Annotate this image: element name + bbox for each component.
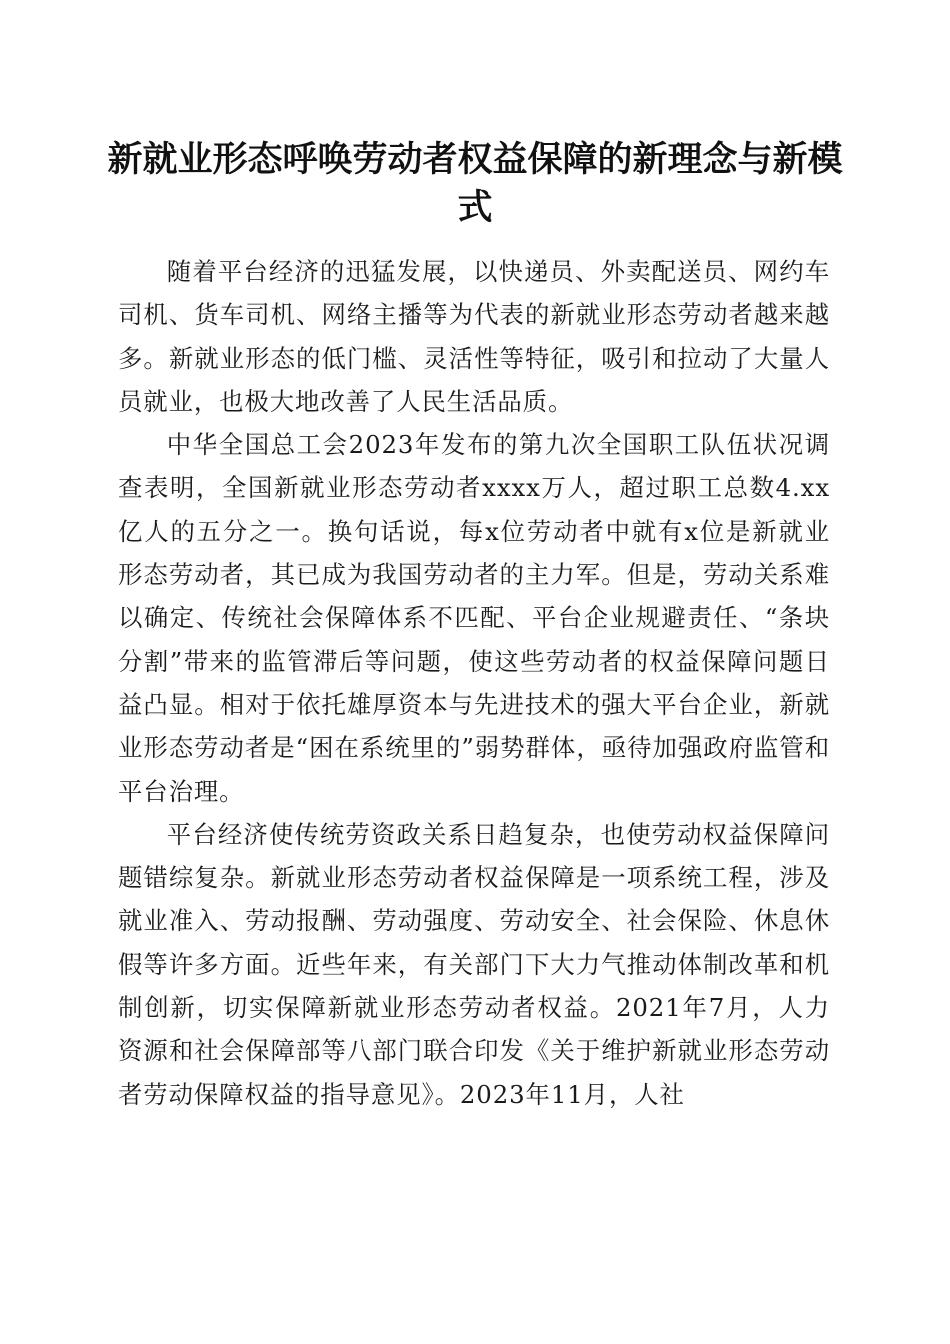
document-title: 新就业形态呼唤劳动者权益保障的新理念与新模式 — [107, 139, 843, 228]
document-body — [118, 250, 830, 1116]
paragraph-2: 中华全国总工会2023年发布的第九次全国职工队伍状况调查表明，全国新就业形态劳动者xxxx万人，超过职工总数4.xx亿人的五分之一。换句话说，每x位劳动者中就有x位是新就业形态劳动者，其已成为我国劳动者的主力军。但是，劳动关系难以确定、传统社会保障体系不匹配、平台企业规避责任、“条块分割”带来的监管滞后等问题，使这些劳动者的权益保障问题日益凸显。相对于依托雄厚资本与先进技术的强大平台企业，新就业形态劳动者是“困在系统里的”弱势群体，亟待加强政府监管和平台治理。 — [118, 430, 830, 806]
paragraph-3: 平台经济使传统劳资政关系日趋复杂，也使劳动权益保障问题错综复杂。新就业形态劳动者权益保障是一项系统工程，涉及就业准入、劳动报酬、劳动强度、劳动安全、社会保险、休息休假等许多方面。近些年来，有关部门下大力气推动体制改革和机制创新，切实保障新就业形态劳动者权益。2021年7月，人力资源和社会保障部等八部门联合印发《关于维护新就业形态劳动者劳动保障权益的指导意见》。2023年11月，人社 — [118, 819, 830, 1109]
paragraph-1: 随着平台经济的迅猛发展，以快递员、外卖配送员、网约车司机、货车司机、网络主播等为代表的新就业形态劳动者越来越多。新就业形态的低门槛、灵活性等特征，吸引和拉动了大量人员就业，也极大地改善了人民生活品质。 — [118, 257, 830, 416]
